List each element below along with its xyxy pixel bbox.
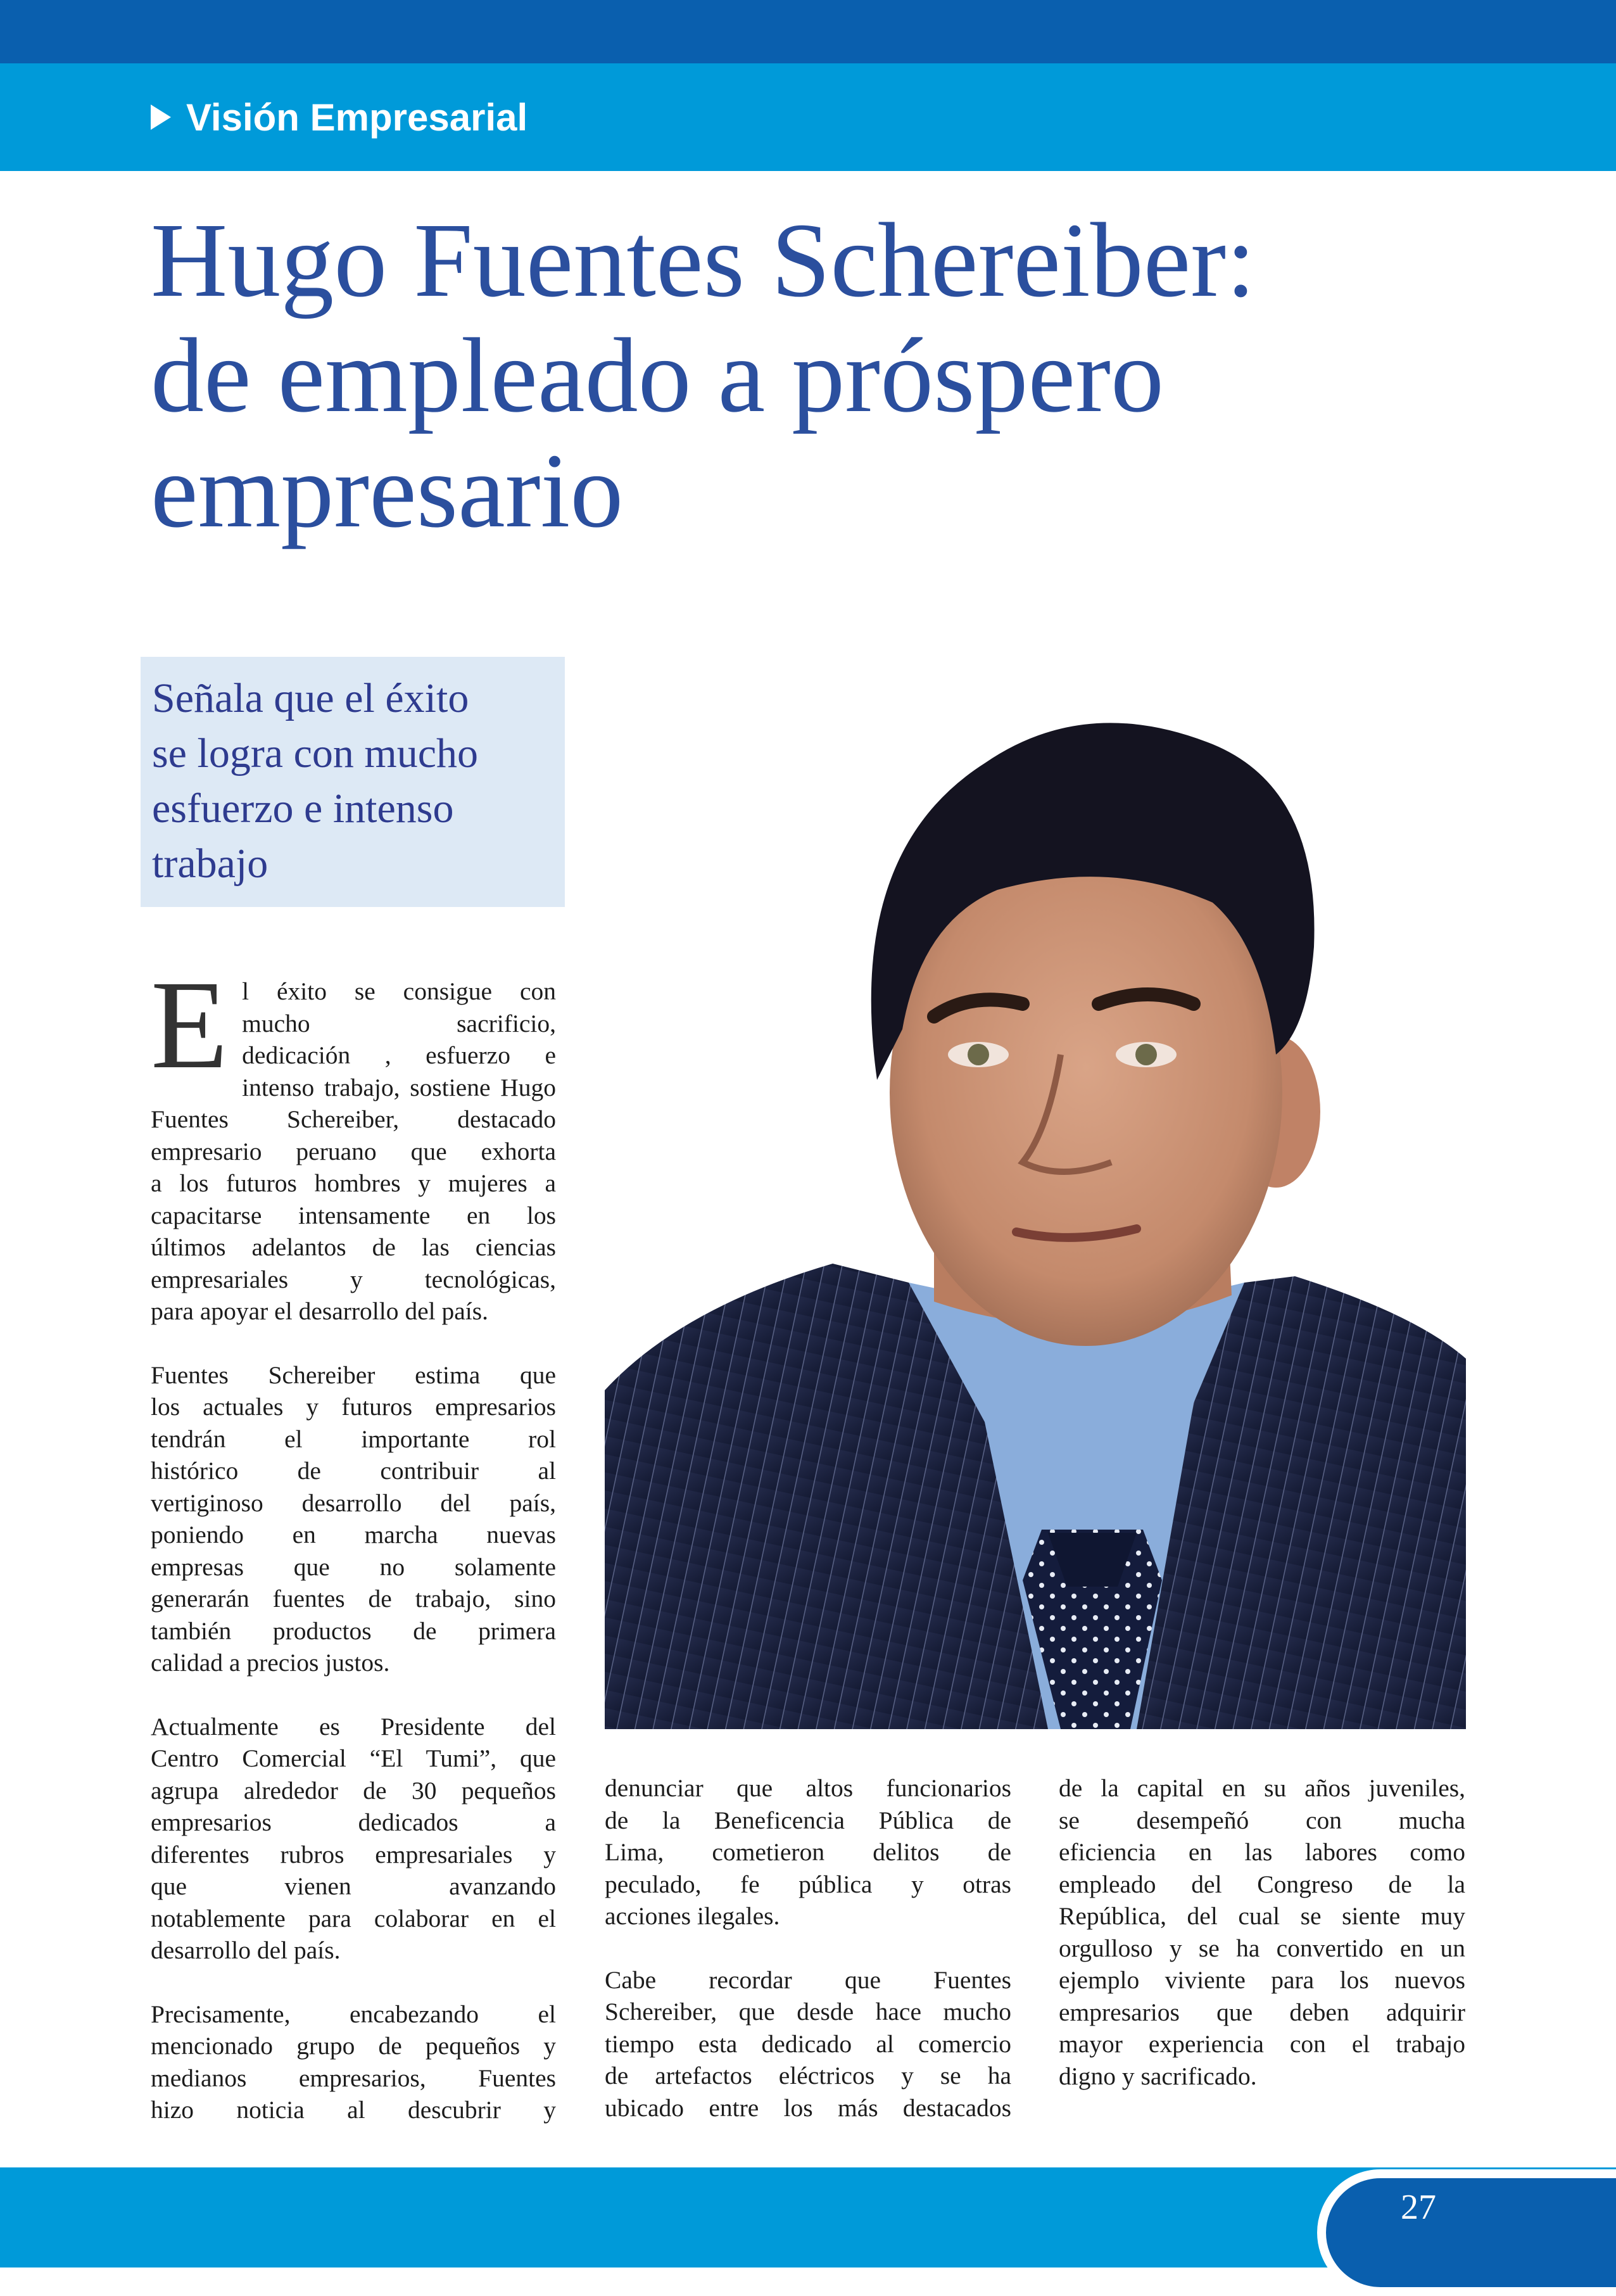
text-line: poniendo en marcha nuevas [151, 1521, 556, 1549]
text-line: mucho sacrificio, [242, 1009, 556, 1037]
text-line: eficiencia en las labores como [1059, 1838, 1465, 1866]
text-line: vertiginoso desarrollo del país, [151, 1488, 556, 1517]
section-label-text: Visión Empresarial [186, 96, 528, 139]
text-line: los actuales y futuros empresarios [151, 1393, 556, 1421]
section-label [151, 89, 527, 146]
text-line: de la Beneficencia Pública de [605, 1806, 1011, 1834]
paragraph [605, 1772, 1011, 1932]
pull-quote-line: esfuerzo e intenso [152, 785, 454, 832]
text-line: denunciar que altos funcionarios [605, 1774, 1011, 1802]
text-line: hizo noticia al descubrir y [151, 2096, 556, 2124]
text-line: mencionado grupo de pequeños y [151, 2032, 556, 2060]
text-line: empleado del Congreso de la [1059, 1870, 1465, 1898]
text-line: también productos de primera [151, 1616, 556, 1645]
paragraph [151, 1359, 556, 1679]
text-line: últimos adelantos de las ciencias [151, 1233, 556, 1261]
text-line: mayor experiencia con el trabajo [1059, 2030, 1465, 2058]
text-line: se desempeñó con mucha [1059, 1806, 1465, 1834]
text-line: Precisamente, encabezando el [151, 2000, 556, 2028]
text-line: capacitarse intensamente en los [151, 1201, 556, 1229]
text-line: intenso trabajo, sostiene Hugo [242, 1073, 556, 1101]
headline-line-1: Hugo Fuentes Schereiber: [151, 201, 1256, 319]
headline-line-2: de empleado a próspero [151, 317, 1165, 434]
text-line: tendrán el importante rol [151, 1424, 556, 1453]
page-number: 27 [1401, 2188, 1436, 2227]
triangle-arrow-icon [151, 105, 171, 130]
text-line: Centro Comercial “El Tumi”, que [151, 1744, 556, 1772]
text-line: empresas que no solamente [151, 1552, 556, 1581]
text-line: ubicado entre los más destacados [605, 2093, 1011, 2122]
paragraph [1059, 1772, 1465, 2092]
pull-quote-line: se logra con mucho [152, 730, 479, 777]
text-line: l éxito se consigue con [242, 977, 556, 1005]
paragraph [151, 955, 556, 1328]
text-line: orgulloso y se ha convertido en un [1059, 1934, 1465, 1962]
text-line: a los futuros hombres y mujeres a [151, 1169, 556, 1197]
text-line: dedicación , esfuerzo e [242, 1041, 556, 1069]
article-column-1 [151, 955, 556, 2126]
headline-line-3: empresario [151, 432, 624, 550]
text-line: de artefactos eléctricos y se ha [605, 2062, 1011, 2090]
text-line: empresarios dedicados a [151, 1808, 556, 1836]
text-line: diferentes rubros empresariales y [151, 1840, 556, 1868]
text-line: calidad a precios justos. [151, 1649, 390, 1677]
pull-quote-line: trabajo [152, 840, 268, 887]
text-line: medianos empresarios, Fuentes [151, 2064, 556, 2092]
portrait-photo [605, 675, 1466, 1729]
text-line: tiempo esta dedicado al comercio [605, 2029, 1011, 2058]
drop-cap: E [151, 955, 229, 1095]
text-line: ejemplo viviente para los nuevos [1059, 1966, 1465, 1994]
text-line: histórico de contribuir al [151, 1457, 556, 1485]
portrait-illustration [605, 675, 1466, 1729]
text-line: de la capital en su años juveniles, [1059, 1774, 1465, 1802]
text-line: acciones ilegales. [605, 1902, 780, 1930]
paragraph [605, 1964, 1011, 2124]
text-line: Actualmente es Presidente del [151, 1712, 556, 1741]
paragraph [151, 1711, 556, 1967]
text-line: generarán fuentes de trabajo, sino [151, 1585, 556, 1613]
pull-quote-line: Señala que el éxito [152, 675, 469, 721]
article-column-3 [1059, 1772, 1465, 2092]
paragraph [151, 1998, 556, 2126]
text-line: Fuentes Schereiber estima que [151, 1360, 556, 1389]
text-line: Schereiber, que desde hace mucho [605, 1998, 1011, 2026]
article-column-2 [605, 1772, 1011, 2124]
text-line: agrupa alrededor de 30 pequeños [151, 1776, 556, 1804]
text-line: Lima, cometieron delitos de [605, 1838, 1011, 1866]
header-top-strip [0, 0, 1616, 63]
text-line: desarrollo del país. [151, 1936, 341, 1964]
text-line: digno y sacrificado. [1059, 2062, 1257, 2090]
text-line: para apoyar el desarrollo del país. [151, 1297, 489, 1325]
text-line: peculado, fe pública y otras [605, 1870, 1011, 1898]
text-line: notablemente para colaborar en el [151, 1904, 556, 1932]
text-line: que vienen avanzando [151, 1872, 556, 1900]
text-line: Cabe recordar que Fuentes [605, 1965, 1011, 1994]
text-line: Fuentes Schereiber, destacado [151, 1105, 556, 1133]
text-line: empresariales y tecnológicas, [151, 1265, 556, 1293]
text-line: empresarios que deben adquirir [1059, 1998, 1465, 2026]
text-line: empresario peruano que exhorta [151, 1137, 556, 1165]
text-line: República, del cual se siente muy [1059, 1902, 1465, 1930]
article-headline [151, 203, 1512, 549]
pull-quote [141, 657, 565, 907]
